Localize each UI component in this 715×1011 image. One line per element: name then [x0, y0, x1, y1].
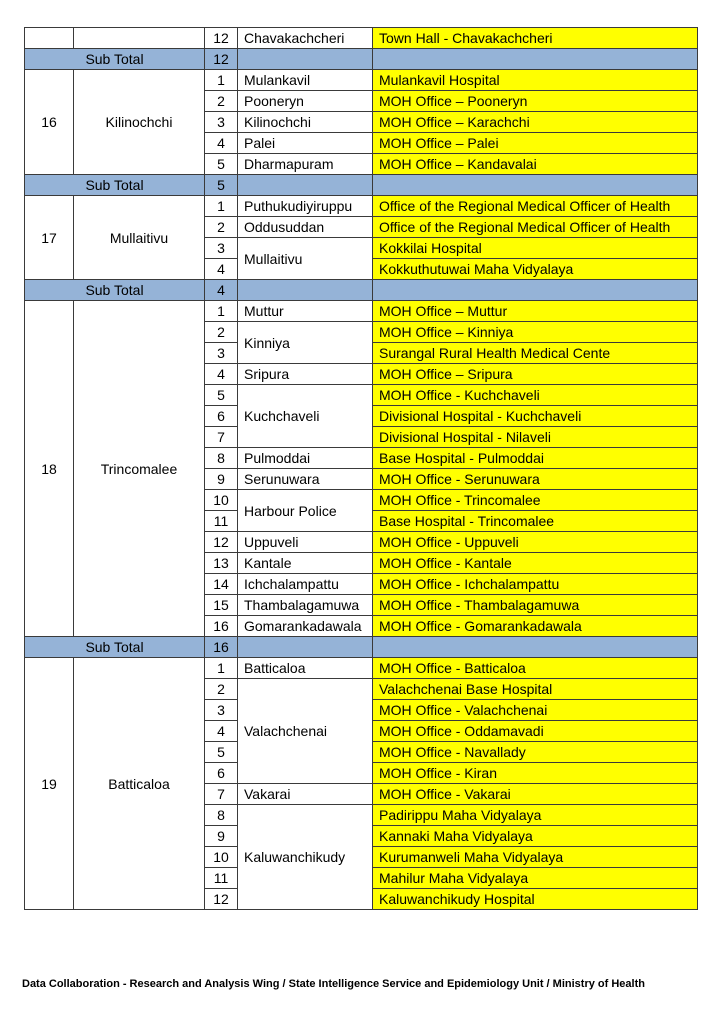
row-number-cell: 5 — [205, 154, 238, 175]
row-number-cell: 13 — [205, 553, 238, 574]
area-cell: Harbour Police — [238, 490, 373, 532]
location-cell: MOH Office – Sripura — [373, 364, 698, 385]
location-cell: Divisional Hospital - Kuchchaveli — [373, 406, 698, 427]
area-cell: Kinniya — [238, 322, 373, 364]
district-name-cell: Mullaitivu — [74, 196, 205, 280]
location-cell: Kurumanweli Maha Vidyalaya — [373, 847, 698, 868]
area-cell: Kaluwanchikudy — [238, 805, 373, 910]
row-number-cell: 3 — [205, 112, 238, 133]
area-cell: Kuchchaveli — [238, 385, 373, 448]
location-cell: Kokkilai Hospital — [373, 238, 698, 259]
area-cell: Muttur — [238, 301, 373, 322]
location-cell: Kaluwanchikudy Hospital — [373, 889, 698, 910]
subtotal-row — [25, 280, 698, 301]
subtotal-location-blank — [373, 280, 698, 301]
subtotal-label: Sub Total — [25, 280, 205, 301]
location-cell: MOH Office - Kuchchaveli — [373, 385, 698, 406]
location-cell: Surangal Rural Health Medical Cente — [373, 343, 698, 364]
table-row — [25, 28, 698, 49]
row-number-cell: 9 — [205, 826, 238, 847]
location-cell: MOH Office - Thambalagamuwa — [373, 595, 698, 616]
subtotal-location-blank — [373, 175, 698, 196]
subtotal-value: 16 — [205, 637, 238, 658]
row-number-cell: 8 — [205, 805, 238, 826]
district-name-cell: Trincomalee — [74, 301, 205, 637]
location-cell: MOH Office – Pooneryn — [373, 91, 698, 112]
location-cell: MOH Office - Kantale — [373, 553, 698, 574]
row-number-cell: 11 — [205, 511, 238, 532]
subtotal-location-blank — [373, 637, 698, 658]
district-name-cell: Kilinochchi — [74, 70, 205, 175]
location-cell: Town Hall - Chavakachcheri — [373, 28, 698, 49]
area-cell: Pooneryn — [238, 91, 373, 112]
row-number-cell: 1 — [205, 658, 238, 679]
location-cell: Kokkuthutuwai Maha Vidyalaya — [373, 259, 698, 280]
row-number-cell: 10 — [205, 490, 238, 511]
district-number-cell: 17 — [25, 196, 74, 280]
subtotal-label: Sub Total — [25, 175, 205, 196]
location-cell: MOH Office - Trincomalee — [373, 490, 698, 511]
area-cell: Kilinochchi — [238, 112, 373, 133]
area-cell: Vakarai — [238, 784, 373, 805]
row-number-cell: 4 — [205, 721, 238, 742]
area-cell: Batticaloa — [238, 658, 373, 679]
location-cell: Kannaki Maha Vidyalaya — [373, 826, 698, 847]
row-number-cell: 4 — [205, 364, 238, 385]
district-number-cell: 18 — [25, 301, 74, 637]
area-cell: Puthukudiyiruppu — [238, 196, 373, 217]
area-cell: Pulmoddai — [238, 448, 373, 469]
row-number-cell: 11 — [205, 868, 238, 889]
location-cell: MOH Office – Kandavalai — [373, 154, 698, 175]
row-number-cell: 3 — [205, 343, 238, 364]
district-number-cell: 16 — [25, 70, 74, 175]
row-number-cell: 3 — [205, 238, 238, 259]
location-cell: MOH Office – Kinniya — [373, 322, 698, 343]
district-name-cell: Batticaloa — [74, 658, 205, 910]
location-cell: MOH Office - Serunuwara — [373, 469, 698, 490]
location-cell: MOH Office - Uppuveli — [373, 532, 698, 553]
location-cell: Office of the Regional Medical Officer of Health — [373, 196, 698, 217]
subtotal-row — [25, 637, 698, 658]
location-cell: MOH Office - Oddamavadi — [373, 721, 698, 742]
location-cell: Valachchenai Base Hospital — [373, 679, 698, 700]
row-number-cell: 12 — [205, 532, 238, 553]
row-number-cell: 8 — [205, 448, 238, 469]
location-cell: MOH Office – Karachchi — [373, 112, 698, 133]
row-number-cell: 1 — [205, 301, 238, 322]
area-cell: Gomarankadawala — [238, 616, 373, 637]
district-name-cell — [74, 28, 205, 49]
subtotal-value: 12 — [205, 49, 238, 70]
row-number-cell: 10 — [205, 847, 238, 868]
location-cell: Base Hospital - Pulmoddai — [373, 448, 698, 469]
subtotal-row — [25, 175, 698, 196]
area-cell: Thambalagamuwa — [238, 595, 373, 616]
location-cell: MOH Office - Kiran — [373, 763, 698, 784]
subtotal-area-blank — [238, 280, 373, 301]
district-number-cell — [25, 28, 74, 49]
location-table-body — [25, 28, 698, 910]
area-cell: Mulankavil — [238, 70, 373, 91]
location-cell: MOH Office - Gomarankadawala — [373, 616, 698, 637]
subtotal-label: Sub Total — [25, 49, 205, 70]
row-number-cell: 14 — [205, 574, 238, 595]
row-number-cell: 2 — [205, 322, 238, 343]
row-number-cell: 6 — [205, 406, 238, 427]
area-cell: Valachchenai — [238, 679, 373, 784]
subtotal-value: 5 — [205, 175, 238, 196]
row-number-cell: 12 — [205, 28, 238, 49]
area-cell: Chavakachcheri — [238, 28, 373, 49]
location-cell: MOH Office - Valachchenai — [373, 700, 698, 721]
location-cell: Base Hospital - Trincomalee — [373, 511, 698, 532]
row-number-cell: 3 — [205, 700, 238, 721]
location-cell: MOH Office - Batticaloa — [373, 658, 698, 679]
location-cell: MOH Office - Navallady — [373, 742, 698, 763]
row-number-cell: 16 — [205, 616, 238, 637]
subtotal-value: 4 — [205, 280, 238, 301]
location-cell: Divisional Hospital - Nilaveli — [373, 427, 698, 448]
subtotal-area-blank — [238, 49, 373, 70]
row-number-cell: 2 — [205, 91, 238, 112]
area-cell: Ichchalampattu — [238, 574, 373, 595]
table-row — [25, 70, 698, 91]
table-row — [25, 658, 698, 679]
row-number-cell: 1 — [205, 196, 238, 217]
row-number-cell: 15 — [205, 595, 238, 616]
location-cell: MOH Office - Ichchalampattu — [373, 574, 698, 595]
subtotal-label: Sub Total — [25, 637, 205, 658]
location-cell: MOH Office – Palei — [373, 133, 698, 154]
row-number-cell: 6 — [205, 763, 238, 784]
location-table — [24, 27, 698, 910]
row-number-cell: 7 — [205, 427, 238, 448]
row-number-cell: 2 — [205, 679, 238, 700]
location-cell: Office of the Regional Medical Officer of Health — [373, 217, 698, 238]
area-cell: Dharmapuram — [238, 154, 373, 175]
row-number-cell: 5 — [205, 385, 238, 406]
row-number-cell: 4 — [205, 259, 238, 280]
area-cell: Palei — [238, 133, 373, 154]
district-number-cell: 19 — [25, 658, 74, 910]
area-cell: Oddusuddan — [238, 217, 373, 238]
page-footer: Data Collaboration - Research and Analysis Wing / State Intelligence Service and Epidemiology Unit / Ministry of Health — [22, 978, 645, 990]
table-row — [25, 301, 698, 322]
row-number-cell: 5 — [205, 742, 238, 763]
row-number-cell: 7 — [205, 784, 238, 805]
subtotal-area-blank — [238, 175, 373, 196]
location-cell: Mahilur Maha Vidyalaya — [373, 868, 698, 889]
subtotal-area-blank — [238, 637, 373, 658]
row-number-cell: 4 — [205, 133, 238, 154]
area-cell: Uppuveli — [238, 532, 373, 553]
subtotal-location-blank — [373, 49, 698, 70]
subtotal-row — [25, 49, 698, 70]
location-cell: Mulankavil Hospital — [373, 70, 698, 91]
row-number-cell: 1 — [205, 70, 238, 91]
location-cell: MOH Office – Muttur — [373, 301, 698, 322]
area-cell: Serunuwara — [238, 469, 373, 490]
row-number-cell: 2 — [205, 217, 238, 238]
area-cell: Kantale — [238, 553, 373, 574]
location-cell: Padirippu Maha Vidyalaya — [373, 805, 698, 826]
area-cell: Sripura — [238, 364, 373, 385]
table-row — [25, 196, 698, 217]
area-cell: Mullaitivu — [238, 238, 373, 280]
row-number-cell: 12 — [205, 889, 238, 910]
location-cell: MOH Office - Vakarai — [373, 784, 698, 805]
row-number-cell: 9 — [205, 469, 238, 490]
